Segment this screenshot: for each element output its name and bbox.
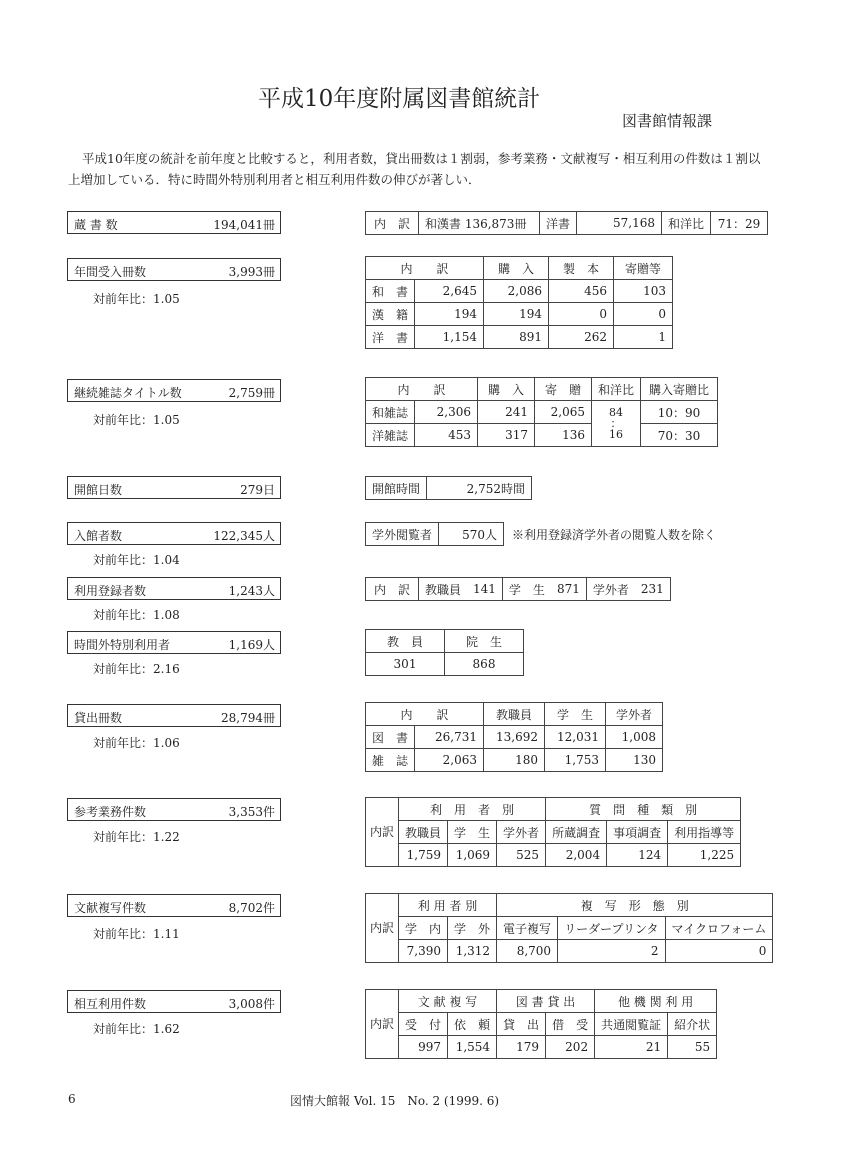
collection-size-value: 194,041冊 — [213, 218, 275, 232]
header-cell: 和洋比 — [592, 378, 641, 401]
opening-days-box — [67, 476, 281, 499]
visitors-label: 入館者数 — [74, 529, 123, 543]
header-cell: 教 員 — [366, 630, 445, 653]
loans-ratio: 対前年比：1.06 — [93, 736, 180, 750]
header-cell: 寄贈等 — [614, 257, 673, 280]
registered-users-box — [67, 577, 281, 600]
loans-table — [365, 702, 663, 772]
after-hours-table — [365, 629, 524, 676]
group-header: 文 献 複 写 — [399, 990, 497, 1013]
cell: 570人 — [439, 523, 504, 546]
opening-hours-table — [365, 476, 532, 500]
page-number: 6 — [68, 1092, 76, 1106]
cell: 194 — [484, 303, 549, 326]
cell: 0 — [614, 303, 673, 326]
side-label: 内訳 — [366, 894, 399, 963]
cell: 7,390 — [399, 940, 448, 963]
cell: 学 生 — [502, 578, 551, 601]
document-copy-ratio: 対前年比：1.11 — [93, 927, 180, 941]
row-label: 雑 誌 — [366, 749, 415, 772]
cell: 2,306 — [415, 401, 478, 424]
after-hours-users-label: 時間外特別利用者 — [74, 638, 171, 652]
serial-titles-label: 継続雑誌タイトル数 — [74, 386, 182, 400]
reference-service-table — [365, 797, 741, 867]
cell: 103 — [614, 280, 673, 303]
registered-users-value: 1,243人 — [228, 584, 275, 598]
document-copy-label: 文献複写件数 — [74, 901, 147, 915]
journal-citation: 図情大館報 Vol. 15 No. 2 (1999. 6) — [290, 1094, 500, 1108]
cell: 教職員 — [419, 578, 468, 601]
cell: 57,168 — [577, 212, 662, 235]
cell: 学外閲覧者 — [366, 523, 439, 546]
header-cell: 共通閲覧証 — [595, 1013, 668, 1036]
cell: 1,759 — [399, 844, 448, 867]
cell: 1,753 — [545, 749, 606, 772]
header-cell: 事項調査 — [607, 821, 668, 844]
visitors-value: 122,345人 — [213, 529, 275, 543]
loans-value: 28,794冊 — [221, 711, 275, 725]
cell: 内 訳 — [366, 578, 419, 601]
annual-acquisitions-label: 年間受入冊数 — [74, 265, 147, 279]
document-copy-box — [67, 894, 281, 917]
after-hours-users-ratio: 対前年比：2.16 — [93, 662, 180, 676]
cell: 13,692 — [484, 726, 545, 749]
cell: 241 — [478, 401, 535, 424]
cell: 2,752時間 — [427, 477, 532, 500]
interlibrary-ratio: 対前年比：1.62 — [93, 1022, 180, 1036]
cell: 1,008 — [606, 726, 663, 749]
external-readers-note: ※利用登録済学外者の閲覧人数を除く — [512, 528, 717, 542]
cell: 194 — [415, 303, 484, 326]
row-label: 漢 籍 — [366, 303, 415, 326]
interlibrary-label: 相互利用件数 — [74, 997, 147, 1011]
group-header: 質 問 種 類 別 — [546, 798, 741, 821]
page-title: 平成10年度附属図書館統計 — [258, 86, 541, 112]
group-header: 利 用 者 別 — [399, 894, 497, 917]
header-cell: 利用指導等 — [668, 821, 741, 844]
acquisitions-table — [365, 256, 673, 349]
cell: 136 — [535, 424, 592, 447]
opening-days-label: 開館日数 — [74, 483, 123, 497]
cell: 317 — [478, 424, 535, 447]
cell: 55 — [668, 1036, 717, 1059]
header-cell: 所蔵調査 — [546, 821, 607, 844]
header-cell: リーダープリンタ — [558, 917, 665, 940]
header-cell: 学 内 — [399, 917, 448, 940]
visitors-ratio: 対前年比：1.04 — [93, 553, 180, 567]
registered-users-label: 利用登録者数 — [74, 584, 147, 598]
wayouhi-colon: ： — [610, 417, 622, 430]
header-cell: 内 訳 — [366, 703, 484, 726]
annual-acquisitions-value: 3,993冊 — [228, 265, 275, 279]
serial-titles-box — [67, 379, 281, 402]
registered-users-breakdown — [365, 577, 671, 601]
cell: 891 — [484, 326, 549, 349]
header-cell: 学 生 — [448, 821, 497, 844]
cell: 456 — [549, 280, 614, 303]
cell: 和洋比 — [662, 212, 711, 235]
cell: 202 — [546, 1036, 595, 1059]
row-label: 洋雑誌 — [366, 424, 415, 447]
interlibrary-value: 3,008件 — [228, 997, 275, 1011]
cell: 997 — [399, 1036, 448, 1059]
loans-label: 貸出冊数 — [74, 711, 123, 725]
wayouhi-cell — [592, 401, 641, 447]
header-cell: 購入寄贈比 — [641, 378, 718, 401]
cell: 0 — [665, 940, 773, 963]
cell: 内 訳 — [366, 212, 419, 235]
cell: 525 — [497, 844, 546, 867]
visitors-box — [67, 522, 281, 545]
collection-breakdown-table — [365, 211, 768, 235]
header-cell: 教職員 — [484, 703, 545, 726]
header-cell: 紹介状 — [668, 1013, 717, 1036]
cell: 開館時間 — [366, 477, 427, 500]
wayouhi-top: 84 — [609, 406, 624, 419]
cell: 1 — [614, 326, 673, 349]
cell: 2,004 — [546, 844, 607, 867]
header-cell: 教職員 — [399, 821, 448, 844]
cell: 868 — [445, 653, 524, 676]
cell: 8,700 — [497, 940, 558, 963]
serial-titles-value: 2,759冊 — [228, 386, 275, 400]
cell: 10：90 — [641, 401, 718, 424]
row-label: 図 書 — [366, 726, 415, 749]
header-cell: 学 外 — [448, 917, 497, 940]
side-label: 内訳 — [366, 798, 399, 867]
collection-size-box — [67, 211, 281, 234]
annual-acquisitions-ratio: 対前年比：1.05 — [93, 292, 180, 306]
external-readers-table — [365, 522, 504, 546]
row-label: 洋 書 — [366, 326, 415, 349]
header-cell: 内 訳 — [366, 257, 484, 280]
interlibrary-table — [365, 989, 717, 1059]
loans-box — [67, 704, 281, 727]
header-cell: 院 生 — [445, 630, 524, 653]
reference-service-ratio: 対前年比：1.22 — [93, 830, 180, 844]
cell: 1,225 — [668, 844, 741, 867]
header-cell: 依 頼 — [448, 1013, 497, 1036]
group-header: 図 書 貸 出 — [497, 990, 595, 1013]
department-name: 図書館情報課 — [622, 112, 713, 130]
intro-paragraph: 平成10年度の統計を前年度と比較すると，利用者数，貸出冊数は１割弱，参考業務・文献複写・相互利用の件数は１割以上増加している．特に時間外特別利用者と相互利用件数の伸びが著しい． — [68, 151, 761, 187]
annual-acquisitions-box — [67, 258, 281, 281]
cell: 1,154 — [415, 326, 484, 349]
header-cell: マイクロフォーム — [665, 917, 773, 940]
cell: 179 — [497, 1036, 546, 1059]
cell: 70：30 — [641, 424, 718, 447]
cell: 231 — [635, 578, 670, 601]
header-cell: 内 訳 — [366, 378, 478, 401]
reference-service-box — [67, 798, 281, 821]
header-cell: 購 入 — [478, 378, 535, 401]
cell: 2,645 — [415, 280, 484, 303]
cell: 71：29 — [711, 212, 768, 235]
cell: 130 — [606, 749, 663, 772]
cell: 学外者 — [586, 578, 635, 601]
header-cell: 学外者 — [606, 703, 663, 726]
cell: 26,731 — [415, 726, 484, 749]
collection-size-label: 蔵 書 数 — [74, 218, 118, 232]
after-hours-users-value: 1,169人 — [228, 638, 275, 652]
cell: 453 — [415, 424, 478, 447]
reference-service-label: 参考業務件数 — [74, 805, 147, 819]
row-label: 和雑誌 — [366, 401, 415, 424]
cell: 1,554 — [448, 1036, 497, 1059]
cell: 262 — [549, 326, 614, 349]
cell: 21 — [595, 1036, 668, 1059]
opening-days-value: 279日 — [240, 483, 275, 497]
cell: 124 — [607, 844, 668, 867]
header-cell: 貸 出 — [497, 1013, 546, 1036]
header-cell: 製 本 — [549, 257, 614, 280]
group-header: 複 写 形 態 別 — [497, 894, 773, 917]
header-cell: 受 付 — [399, 1013, 448, 1036]
header-cell: 電子複写 — [497, 917, 558, 940]
side-label: 内訳 — [366, 990, 399, 1059]
cell: 2,065 — [535, 401, 592, 424]
cell: 洋書 — [540, 212, 577, 235]
header-cell: 学外者 — [497, 821, 546, 844]
reference-service-value: 3,353件 — [228, 805, 275, 819]
cell: 1,069 — [448, 844, 497, 867]
cell: 141 — [467, 578, 502, 601]
header-cell: 学 生 — [545, 703, 606, 726]
header-cell: 購 入 — [484, 257, 549, 280]
cell: 和漢書 136,873冊 — [419, 212, 540, 235]
cell: 2,086 — [484, 280, 549, 303]
cell: 871 — [551, 578, 586, 601]
cell: 180 — [484, 749, 545, 772]
header-cell: 寄 贈 — [535, 378, 592, 401]
cell: 2,063 — [415, 749, 484, 772]
interlibrary-box — [67, 990, 281, 1013]
document-copy-table — [365, 893, 773, 963]
document-copy-value: 8,702件 — [228, 901, 275, 915]
group-header: 利 用 者 別 — [399, 798, 546, 821]
cell: 12,031 — [545, 726, 606, 749]
header-cell: 借 受 — [546, 1013, 595, 1036]
group-header: 他 機 関 利 用 — [595, 990, 717, 1013]
serial-titles-ratio: 対前年比：1.05 — [93, 413, 180, 427]
wayouhi-bottom: 16 — [609, 428, 624, 441]
after-hours-users-box — [67, 631, 281, 654]
row-label: 和 書 — [366, 280, 415, 303]
cell: 0 — [549, 303, 614, 326]
cell: 1,312 — [448, 940, 497, 963]
cell: 301 — [366, 653, 445, 676]
registered-users-ratio: 対前年比：1.08 — [93, 608, 180, 622]
serials-table — [365, 377, 718, 447]
cell: 2 — [558, 940, 665, 963]
